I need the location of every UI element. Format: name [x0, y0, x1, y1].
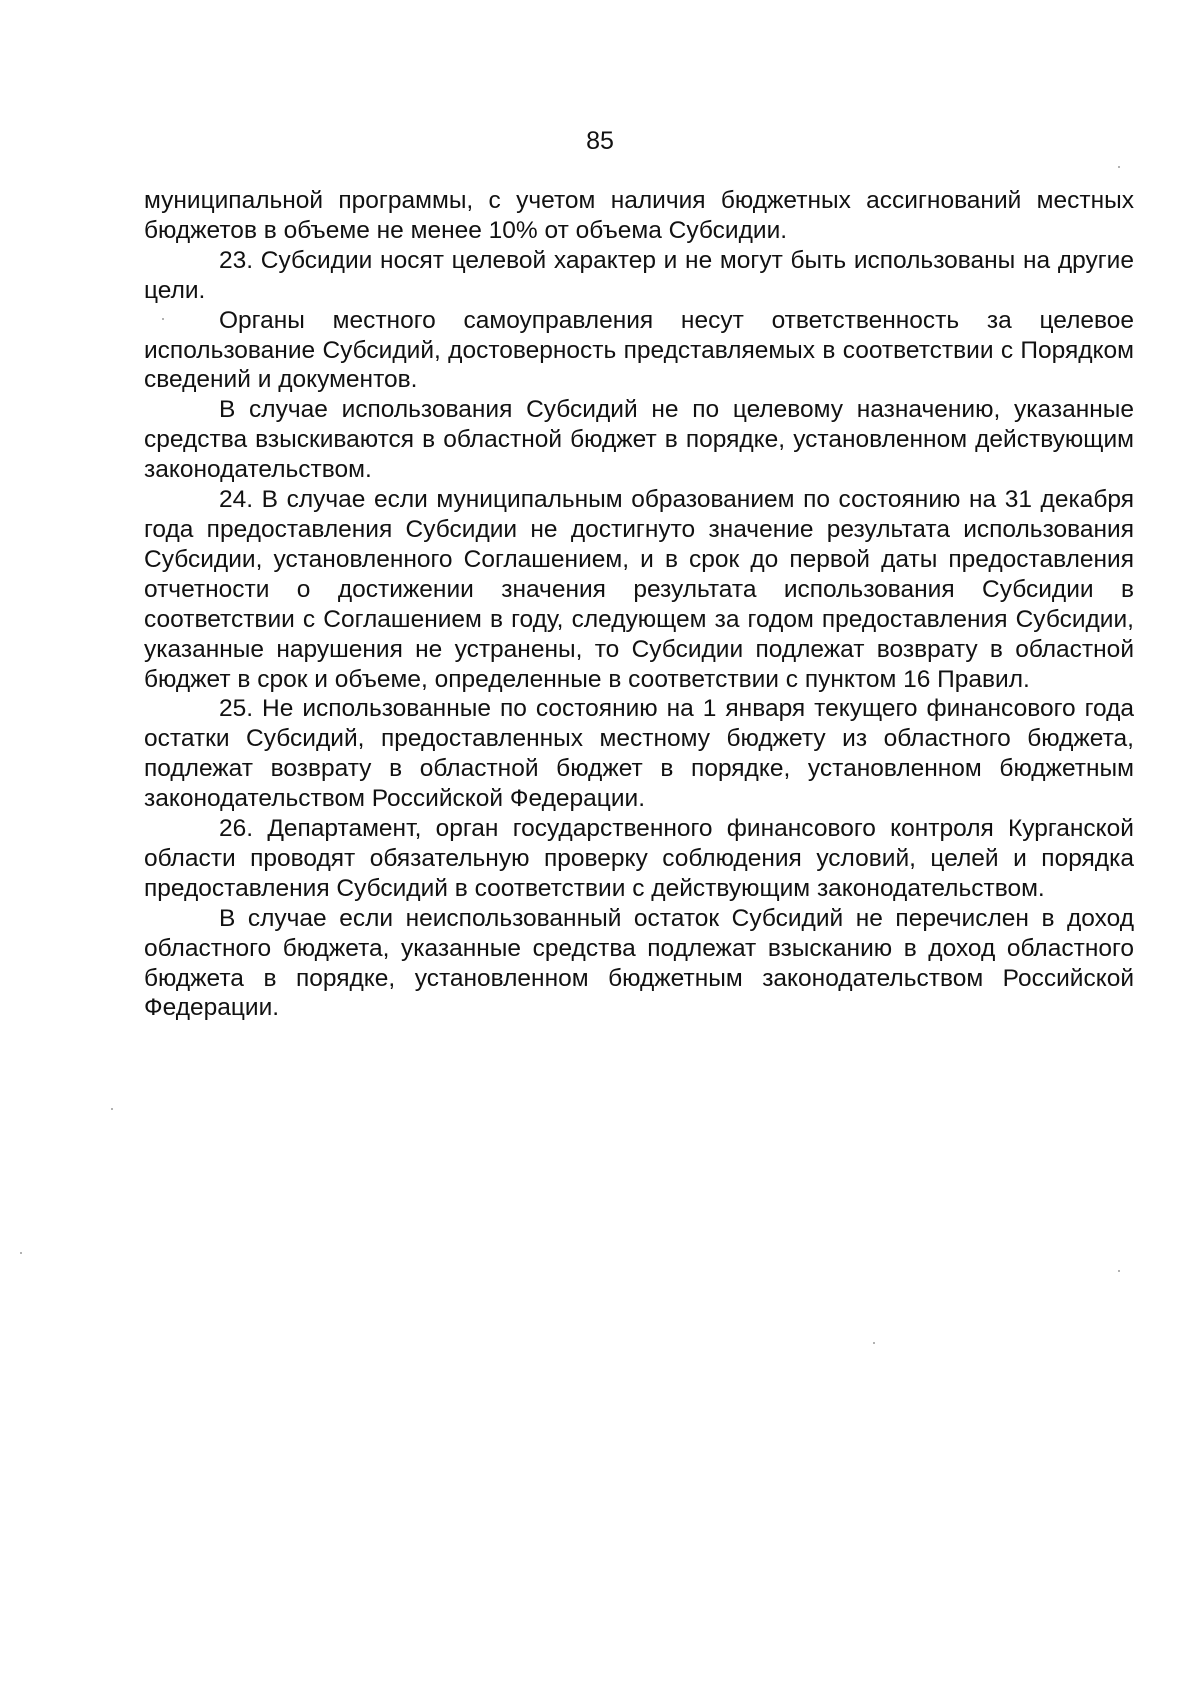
paragraph-unused-balance: В случае если неиспользованный остаток Субсидий не перечислен в доход областного бюджета, указанные средства подлежат взысканию в доход областного бюджета в порядке, установленном бюджетным законодательством Российской Федерации.: [144, 904, 1134, 1022]
paragraph-continuation: муниципальной программы, с учетом наличия бюджетных ассигнований местных бюджетов в объеме не менее 10% от объема Субсидии.: [144, 187, 1134, 244]
scan-speck: [1118, 1270, 1120, 1272]
scan-speck: [873, 1342, 875, 1344]
scan-speck: [111, 1108, 113, 1110]
paragraph-item-24: 24. В случае если муниципальным образованием по состоянию на 31 декабря года предоставления Субсидии не достигнуто значение результата использования Субсидии, установленного Соглашением, и в срок до первой даты предоставления отчетности о достижении значения результата использования Субсидии в соответствии с Соглашением в году, следующем за годом предоставления Субсидии, указанные нарушения не устранены, то Субсидии подлежат возврату в областной бюджет в срок и объеме, определенные в соответствии с пунктом 16 Правил.: [144, 486, 1134, 693]
paragraph-item-26: 26. Департамент, орган государственного финансового контроля Курганской области проводят обязательную проверку соблюдения условий, целей и порядка предоставления Субсидий в соответствии с действующим законодательством.: [144, 815, 1134, 902]
paragraph-item-23: 23. Субсидии носят целевой характер и не могут быть использованы на другие цели.: [144, 246, 1134, 304]
scan-speck: [20, 1252, 22, 1254]
document-body: [144, 186, 1134, 1023]
scan-speck: [1118, 166, 1120, 168]
paragraph-item-25: 25. Не использованные по состоянию на 1 января текущего финансового года остатки Субсидий, предоставленных местному бюджету из областного бюджета, подлежат возврату в областной бюджет в порядке, установленном бюджетным законодательством Российской Федерации.: [144, 695, 1134, 813]
scan-speck: [162, 318, 164, 320]
paragraph-misuse: В случае использования Субсидий не по целевому назначению, указанные средства взыскиваются в областной бюджет в порядке, установленном действующим законодательством.: [144, 396, 1134, 484]
paragraph-responsibility: Органы местного самоуправления несут ответственность за целевое использование Субсидий, достоверность представляемых в соответствии с Порядком сведений и документов.: [144, 306, 1134, 394]
page-number: 85: [586, 127, 614, 155]
